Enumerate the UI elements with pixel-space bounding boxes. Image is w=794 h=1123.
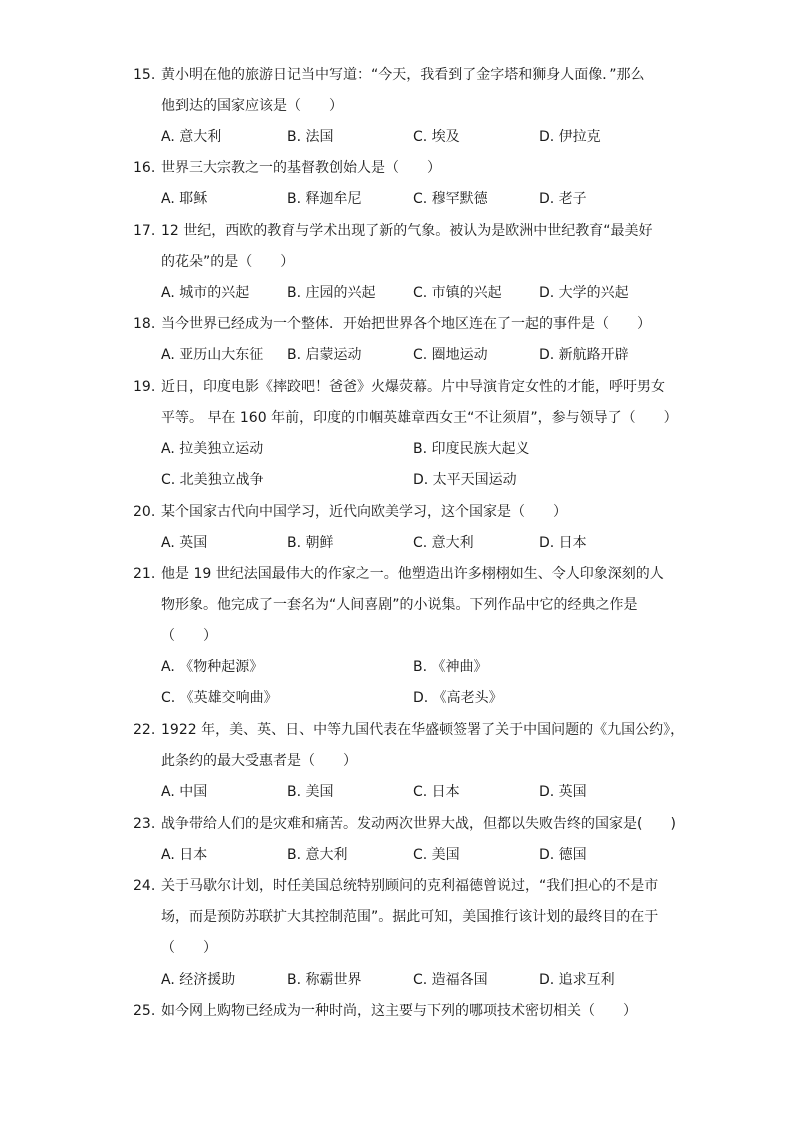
question-line bbox=[133, 996, 693, 1027]
option-d: D. 老子 bbox=[539, 191, 587, 207]
question-22 bbox=[133, 715, 693, 777]
options-23 bbox=[161, 840, 701, 871]
question-line bbox=[133, 559, 693, 590]
question-line bbox=[133, 216, 693, 247]
question-number: 25. bbox=[133, 1003, 156, 1019]
question-number: 22. bbox=[133, 722, 156, 738]
question-line bbox=[133, 871, 693, 902]
option-d: D. 日本 bbox=[539, 535, 587, 551]
question-line bbox=[133, 809, 693, 840]
option-b: B. 释迦牟尼 bbox=[287, 191, 362, 207]
question-number: 21. bbox=[133, 566, 156, 582]
option-c: C. 圈地运动 bbox=[413, 347, 488, 363]
question-text: 战争带给人们的是灾难和痛苦。发动两次世界大战，但都以失败告终的国家是( ) bbox=[161, 816, 676, 832]
option-a: A. 拉美独立运动 bbox=[161, 441, 264, 457]
options-24 bbox=[161, 965, 701, 996]
question-line bbox=[133, 60, 693, 91]
option-b: B. 印度民族大起义 bbox=[413, 441, 530, 457]
options-19 bbox=[161, 434, 701, 496]
option-a: A. 《物种起源》 bbox=[161, 659, 264, 675]
option-c: C. 美国 bbox=[413, 847, 460, 863]
question-24 bbox=[133, 871, 693, 964]
options-21 bbox=[161, 652, 701, 714]
question-17 bbox=[133, 216, 693, 278]
question-line bbox=[133, 309, 693, 340]
options-22 bbox=[161, 777, 701, 808]
option-a: A. 经济援助 bbox=[161, 972, 236, 988]
options-16 bbox=[161, 184, 701, 215]
option-c: C. 埃及 bbox=[413, 129, 460, 145]
question-text: 场，而是预防苏联扩大其控制范围”。据此可知，美国推行该计划的最终目的在于 bbox=[161, 909, 659, 925]
question-15 bbox=[133, 60, 693, 122]
option-d: D. 德国 bbox=[539, 847, 587, 863]
question-text: 他到达的国家应该是（ ） bbox=[161, 98, 343, 114]
question-text: 近日，印度电影《摔跤吧！爸爸》火爆荧幕。片中导演肯定女性的才能，呼吁男女 bbox=[161, 379, 665, 395]
question-text: 此条约的最大受惠者是（ ） bbox=[161, 753, 357, 769]
option-a: A. 耶稣 bbox=[161, 191, 208, 207]
question-text: 当今世界已经成为一个整体．开始把世界各个地区连在了一起的事件是（ ） bbox=[161, 316, 651, 332]
option-d: D. 太平天国运动 bbox=[413, 472, 517, 488]
option-c: C. 意大利 bbox=[413, 535, 474, 551]
options-row bbox=[161, 278, 701, 309]
option-b: B. 法国 bbox=[287, 129, 334, 145]
option-a: A. 意大利 bbox=[161, 129, 222, 145]
question-number: 24. bbox=[133, 878, 156, 894]
question-text: （ ） bbox=[161, 940, 217, 956]
option-d: D. 追求互利 bbox=[539, 972, 615, 988]
options-row bbox=[161, 777, 701, 808]
question-number: 15. bbox=[133, 67, 156, 83]
question-19 bbox=[133, 372, 693, 434]
option-b: B. 庄园的兴起 bbox=[287, 285, 376, 301]
question-text: 黄小明在他的旅游日记当中写道：“今天，我看到了金字塔和狮身人面像．”那么 bbox=[161, 67, 645, 83]
option-a: A. 亚历山大东征 bbox=[161, 347, 264, 363]
options-20 bbox=[161, 528, 701, 559]
question-text: 某个国家古代向中国学习，近代向欧美学习，这个国家是（ ） bbox=[161, 504, 567, 520]
question-text: 他是 19 世纪法国最伟大的作家之一。他塑造出许多栩栩如生、令人印象深刻的人 bbox=[161, 566, 664, 582]
option-b: B. 朝鲜 bbox=[287, 535, 334, 551]
option-a: A. 日本 bbox=[161, 847, 208, 863]
option-c: C. 北美独立战争 bbox=[161, 472, 264, 488]
question-line bbox=[133, 153, 693, 184]
question-text: （ ） bbox=[161, 628, 217, 644]
option-d: D. 《高老头》 bbox=[413, 690, 503, 706]
options-row bbox=[161, 652, 701, 683]
question-text: 平等。 早在 160 年前，印度的巾帼英雄章西女王“不让须眉”，参与领导了（ ） bbox=[161, 410, 678, 426]
options-15 bbox=[161, 122, 701, 153]
question-text: 世界三大宗教之一的基督教创始人是（ ） bbox=[161, 160, 441, 176]
question-number: 17. bbox=[133, 223, 156, 239]
option-a: A. 英国 bbox=[161, 535, 208, 551]
question-number: 19. bbox=[133, 379, 156, 395]
question-number: 16. bbox=[133, 160, 156, 176]
question-text: 1922 年，美、英、日、中等九国代表在华盛顿签署了关于中国问题的《九国公约》， bbox=[161, 722, 685, 738]
options-17 bbox=[161, 278, 701, 309]
options-row bbox=[161, 340, 701, 371]
option-d: D. 伊拉克 bbox=[539, 129, 601, 145]
question-number: 20. bbox=[133, 504, 156, 520]
question-text: 12 世纪，西欧的教育与学术出现了新的气象。被认为是欧洲中世纪教育“最美好 bbox=[161, 223, 653, 239]
options-row bbox=[161, 528, 701, 559]
question-text: 关于马歇尔计划，时任美国总统特别顾问的克利福德曾说过，“我们担心的不是市 bbox=[161, 878, 659, 894]
option-d: D. 大学的兴起 bbox=[539, 285, 629, 301]
options-18 bbox=[161, 340, 701, 371]
options-row bbox=[161, 122, 701, 153]
options-row bbox=[161, 840, 701, 871]
option-b: B. 称霸世界 bbox=[287, 972, 362, 988]
question-number: 18. bbox=[133, 316, 156, 332]
option-b: B. 启蒙运动 bbox=[287, 347, 362, 363]
option-c: C. 市镇的兴起 bbox=[413, 285, 502, 301]
options-row bbox=[161, 184, 701, 215]
option-d: D. 英国 bbox=[539, 784, 587, 800]
question-number: 23. bbox=[133, 816, 156, 832]
question-16 bbox=[133, 153, 693, 184]
option-b: B. 美国 bbox=[287, 784, 334, 800]
question-line bbox=[133, 715, 693, 746]
option-d: D. 新航路开辟 bbox=[539, 347, 629, 363]
options-row bbox=[161, 465, 701, 496]
question-20 bbox=[133, 497, 693, 528]
options-row bbox=[161, 434, 701, 465]
option-c: C. 日本 bbox=[413, 784, 460, 800]
options-row bbox=[161, 965, 701, 996]
option-a: A. 城市的兴起 bbox=[161, 285, 250, 301]
option-c: C. 造福各国 bbox=[413, 972, 488, 988]
question-18 bbox=[133, 309, 693, 340]
question-text: 的花朵”的是（ ） bbox=[161, 254, 295, 270]
question-text: 如今网上购物已经成为一种时尚，这主要与下列的哪项技术密切相关（ ） bbox=[161, 1003, 637, 1019]
question-25 bbox=[133, 996, 693, 1027]
question-23 bbox=[133, 809, 693, 840]
option-a: A. 中国 bbox=[161, 784, 208, 800]
option-c: C. 穆罕默德 bbox=[413, 191, 488, 207]
option-b: B. 《神曲》 bbox=[413, 659, 488, 675]
option-b: B. 意大利 bbox=[287, 847, 348, 863]
question-text: 物形象。他完成了一套名为“人间喜剧”的小说集。下列作品中它的经典之作是 bbox=[161, 597, 638, 613]
question-line bbox=[133, 497, 693, 528]
option-c: C. 《英雄交响曲》 bbox=[161, 690, 278, 706]
options-row bbox=[161, 683, 701, 714]
question-21 bbox=[133, 559, 693, 652]
question-line bbox=[133, 372, 693, 403]
